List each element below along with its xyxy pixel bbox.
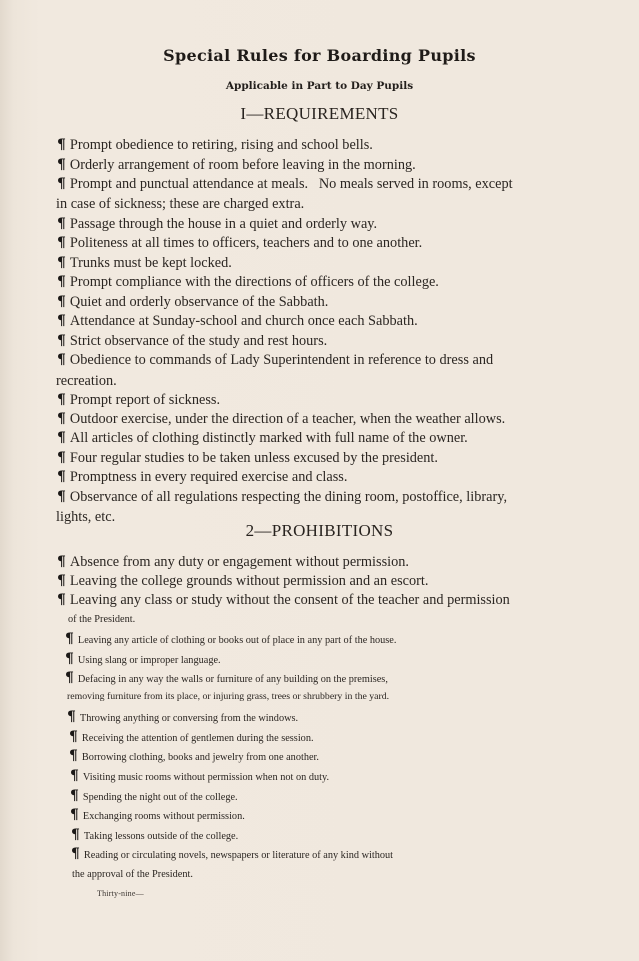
page-title: Special Rules for Boarding Pupils [163,46,476,65]
rule-item [65,669,585,689]
pilcrow-icon: ¶ [57,313,66,329]
pilcrow-icon: ¶ [57,592,66,608]
rule-item [57,234,577,252]
pilcrow-icon: ¶ [71,827,80,843]
rule-text: Using slang or improper language. [77,655,221,666]
rule-text: Leaving any article of clothing or books out of place in any part of the house. [77,635,397,646]
rule-item [71,826,591,846]
pilcrow-icon: ¶ [57,469,66,485]
pilcrow-icon: ¶ [70,768,79,784]
rule-text: All articles of clothing distinctly marked with full name of the owner. [69,430,468,446]
rule-item [57,591,577,609]
rule-text: Leaving the college grounds without permission and an escort. [69,573,429,589]
pilcrow-icon: ¶ [57,573,66,589]
rule-text: Taking lessons outside of the college. [83,831,239,842]
pilcrow-icon: ¶ [57,176,66,192]
rule-item [57,468,577,486]
rule-text: Absence from any duty or engagement without permission. [69,554,409,570]
pilcrow-icon: ¶ [70,788,79,804]
rule-text: Four regular studies to be taken unless excused by the president. [69,450,438,466]
pilcrow-icon: ¶ [57,411,66,427]
rule-item [57,449,577,467]
rule-text: Observance of all regulations respecting the dining room, postoffice, library, [69,489,508,505]
rule-continuation: the approval of the President. [72,869,193,880]
pilcrow-icon: ¶ [65,631,74,647]
rule-item [70,767,590,787]
rule-item [57,488,577,506]
pilcrow-icon: ¶ [57,430,66,446]
pilcrow-icon: ¶ [65,670,74,686]
rule-continuation: removing furniture from its place, or injuring grass, trees or shrubbery in the yard. [67,691,390,702]
pilcrow-icon: ¶ [57,216,66,232]
rule-text: Reading or circulating novels, newspapers or literature of any kind without [83,850,394,861]
rule-text: Leaving any class or study without the consent of the teacher and permission [69,592,510,608]
rule-text: Prompt report of sickness. [69,392,221,408]
rule-item [57,391,577,409]
pilcrow-icon: ¶ [57,235,66,251]
pilcrow-icon: ¶ [57,450,66,466]
rule-text: Obedience to commands of Lady Superintendent in reference to dress and [69,352,494,368]
pilcrow-icon: ¶ [57,352,66,368]
rule-continuation: recreation. [56,373,117,389]
rule-item [57,293,577,311]
rule-text: Spending the night out of the college. [82,792,238,803]
pilcrow-icon: ¶ [57,137,66,153]
pilcrow-icon: ¶ [57,489,66,505]
rule-text: Outdoor exercise, under the direction of a teacher, when the weather allows. [69,411,506,427]
rule-text: Quiet and orderly observance of the Sabbath. [69,294,329,310]
rule-text: Borrowing clothing, books and jewelry from one another. [81,752,319,763]
rule-item [57,351,577,369]
pilcrow-icon: ¶ [57,157,66,173]
rule-continuation: in case of sickness; these are charged extra. [56,196,305,212]
rule-item [57,572,577,590]
rule-item [57,429,577,447]
rule-item [69,747,589,767]
rule-text: Orderly arrangement of room before leaving in the morning. [69,157,416,173]
pilcrow-icon: ¶ [57,255,66,271]
rule-item [57,215,577,233]
rule-item [57,136,577,154]
page-subtitle: Applicable in Part to Day Pupils [225,80,414,92]
rule-item [57,175,577,193]
rule-item [71,845,591,865]
rule-text: Exchanging rooms without permission. [82,811,245,822]
rule-item [67,708,587,728]
rule-text: Trunks must be kept locked. [69,255,232,271]
pilcrow-icon: ¶ [65,651,74,667]
rule-text: Prompt and punctual attendance at meals. No meals served in rooms, except [69,176,513,192]
rule-text: Prompt obedience to retiring, rising and school bells. [69,137,373,153]
rule-item [57,332,577,350]
rule-text: Strict observance of the study and rest hours. [69,333,328,349]
pilcrow-icon: ¶ [67,709,76,725]
rule-text: Passage through the house in a quiet and orderly way. [69,216,378,232]
rule-text: Promptness in every required exercise and class. [69,469,348,485]
rule-text: Throwing anything or conversing from the windows. [79,713,299,724]
rule-text: Defacing in any way the walls or furniture of any building on the premises, [77,674,388,685]
pilcrow-icon: ¶ [71,846,80,862]
rule-item [57,312,577,330]
pilcrow-icon: ¶ [57,274,66,290]
rule-item [57,553,577,571]
page-number: Thirty-nine— [97,889,144,898]
pilcrow-icon: ¶ [70,807,79,823]
rule-item [70,806,590,826]
rule-item [57,156,577,174]
rule-continuation: lights, etc. [56,509,116,525]
pilcrow-icon: ¶ [57,333,66,349]
rule-text: Receiving the attention of gentlemen during the session. [81,733,314,744]
rule-text: Politeness at all times to officers, teachers and to one another. [69,235,423,251]
rule-text: Visiting music rooms without permission when not on duty. [82,772,330,783]
rule-continuation: of the President. [68,614,136,625]
pilcrow-icon: ¶ [69,729,78,745]
pilcrow-icon: ¶ [57,392,66,408]
rule-item [57,273,577,291]
rule-text: Attendance at Sunday-school and church once each Sabbath. [69,313,418,329]
rule-item [65,650,585,670]
section-heading-requirements: I—REQUIREMENTS [240,104,399,123]
pilcrow-icon: ¶ [69,748,78,764]
pilcrow-icon: ¶ [57,294,66,310]
rule-item [65,630,585,650]
rule-item [57,254,577,272]
rule-item [70,787,590,807]
rule-item [69,728,589,748]
rule-text: Prompt compliance with the directions of officers of the college. [69,274,439,290]
rule-item [57,410,577,428]
section-heading-prohibitions: 2—PROHIBITIONS [245,521,394,540]
pilcrow-icon: ¶ [57,554,66,570]
